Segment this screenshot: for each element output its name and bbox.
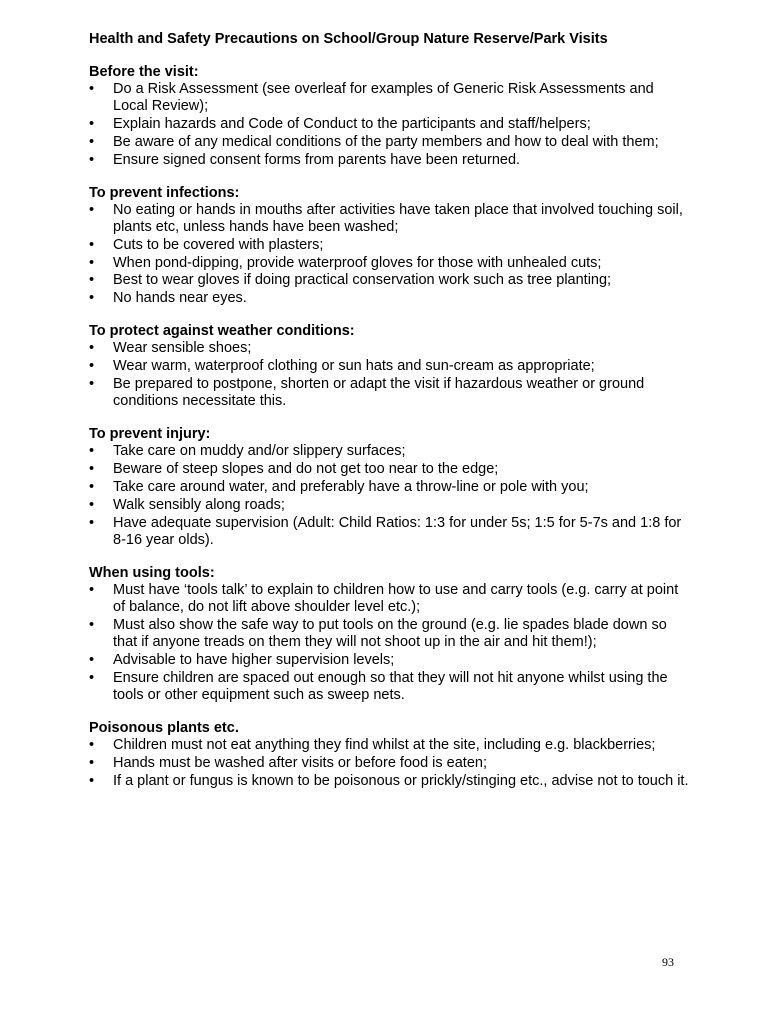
list-item-text: Advisable to have higher supervision levels; xyxy=(113,651,395,668)
list-item-text: Walk sensibly along roads; xyxy=(113,496,285,513)
bullet-icon: • xyxy=(89,737,95,754)
list-item xyxy=(89,773,689,790)
page-title: Health and Safety Precautions on School/Group Nature Reserve/Park Visits xyxy=(89,31,608,47)
bullet-icon: • xyxy=(89,201,95,218)
list-item-text: Ensure children are spaced out enough so that they will not hit anyone whilst using the tools or other equipment such as sweep nets. xyxy=(113,669,668,703)
section-before-visit xyxy=(89,64,689,169)
bullet-icon: • xyxy=(89,151,95,168)
list-item xyxy=(89,290,689,307)
list-item xyxy=(89,81,689,115)
document-page xyxy=(89,31,689,806)
list-item-text: Be prepared to postpone, shorten or adapt the visit if hazardous weather or ground conditions necessitate this. xyxy=(113,375,645,410)
list-item xyxy=(89,755,689,772)
bullet-icon: • xyxy=(89,358,95,375)
list-item-text: Ensure signed consent forms from parents have been returned. xyxy=(113,151,521,168)
list-item-text: No hands near eyes. xyxy=(113,290,247,307)
section-heading: To prevent injury: xyxy=(89,426,211,443)
list-item-text: Have adequate supervision (Adult: Child Ratios: 1:3 for under 5s; 1:5 for 5-7s and 1:8 for 8-16 year olds). xyxy=(113,514,682,548)
bullet-icon: • xyxy=(89,514,95,531)
bullet-list xyxy=(89,340,689,410)
list-item xyxy=(89,443,689,460)
list-item-text: When pond-dipping, provide waterproof gloves for those with unhealed cuts; xyxy=(113,254,602,271)
section-using-tools xyxy=(89,565,689,704)
list-item xyxy=(89,376,689,410)
bullet-icon: • xyxy=(89,669,95,686)
section-heading: To prevent infections: xyxy=(89,184,240,201)
section-heading: Before the visit: xyxy=(89,64,199,80)
list-item xyxy=(89,670,689,704)
bullet-list xyxy=(89,443,689,549)
list-item-text: Children must not eat anything they find whilst at the site, including e.g. blackberries; xyxy=(113,737,656,754)
bullet-icon: • xyxy=(89,272,95,289)
bullet-icon: • xyxy=(89,133,95,150)
bullet-icon: • xyxy=(89,116,95,132)
list-item-text: If a plant or fungus is known to be poisonous or prickly/stinging etc., advise not to touch it. xyxy=(113,772,689,789)
bullet-icon: • xyxy=(89,81,95,97)
bullet-icon: • xyxy=(89,375,95,392)
list-item-text: Cuts to be covered with plasters; xyxy=(113,236,324,253)
bullet-icon: • xyxy=(89,581,95,598)
list-item xyxy=(89,272,689,289)
section-heading: To protect against weather conditions: xyxy=(89,323,355,340)
section-weather-conditions xyxy=(89,323,689,410)
bullet-icon: • xyxy=(89,340,95,357)
list-item xyxy=(89,116,689,133)
bullet-icon: • xyxy=(89,478,95,495)
section-prevent-injury xyxy=(89,426,689,549)
list-item xyxy=(89,237,689,254)
list-item xyxy=(89,255,689,272)
list-item-text: Be aware of any medical conditions of the party members and how to deal with them; xyxy=(113,133,659,150)
bullet-list xyxy=(89,582,689,704)
section-heading: When using tools: xyxy=(89,564,215,581)
bullet-icon: • xyxy=(89,651,95,668)
list-item-text: Best to wear gloves if doing practical conservation work such as tree planting; xyxy=(113,272,612,289)
list-item xyxy=(89,461,689,478)
list-item-text: Beware of steep slopes and do not get too near to the edge; xyxy=(113,461,499,478)
list-item xyxy=(89,340,689,357)
list-item-text: Explain hazards and Code of Conduct to the participants and staff/helpers; xyxy=(113,116,591,132)
bullet-icon: • xyxy=(89,616,95,633)
list-item-text: Wear sensible shoes; xyxy=(113,340,252,357)
bullet-icon: • xyxy=(89,254,95,271)
bullet-icon: • xyxy=(89,772,95,789)
list-item-text: Hands must be washed after visits or before food is eaten; xyxy=(113,754,487,771)
list-item xyxy=(89,515,689,549)
list-item xyxy=(89,582,689,616)
list-item-text: Take care on muddy and/or slippery surfaces; xyxy=(113,443,406,460)
list-item xyxy=(89,652,689,669)
list-item xyxy=(89,152,689,169)
bullet-list xyxy=(89,81,689,169)
list-item xyxy=(89,497,689,514)
bullet-icon: • xyxy=(89,461,95,478)
bullet-list xyxy=(89,737,689,790)
list-item-text: Do a Risk Assessment (see overleaf for examples of Generic Risk Assessments and Local Review); xyxy=(113,81,654,115)
list-item xyxy=(89,479,689,496)
bullet-icon: • xyxy=(89,443,95,460)
bullet-icon: • xyxy=(89,496,95,513)
bullet-icon: • xyxy=(89,754,95,771)
bullet-list xyxy=(89,202,689,308)
bullet-icon: • xyxy=(89,236,95,253)
list-item-text: No eating or hands in mouths after activities have taken place that involved touching soil, plants etc, unless hands have been washed; xyxy=(113,201,683,235)
section-poisonous-plants xyxy=(89,720,689,790)
list-item xyxy=(89,202,689,236)
bullet-icon: • xyxy=(89,290,95,307)
list-item-text: Take care around water, and preferably have a throw-line or pole with you; xyxy=(113,478,589,495)
section-heading: Poisonous plants etc. xyxy=(89,720,239,737)
list-item xyxy=(89,358,689,375)
list-item xyxy=(89,737,689,754)
list-item-text: Must have ‘tools talk’ to explain to children how to use and carry tools (e.g. carry at point of balance, do not lift above shoulder level etc.); xyxy=(113,581,679,616)
list-item xyxy=(89,134,689,151)
page-number: 93 xyxy=(662,955,674,969)
list-item-text: Must also show the safe way to put tools on the ground (e.g. lie spades blade down so that if anyone treads on them they will not shoot up in the air and hit them!); xyxy=(113,616,667,651)
section-prevent-infections xyxy=(89,185,689,308)
list-item-text: Wear warm, waterproof clothing or sun hats and sun-cream as appropriate; xyxy=(113,358,595,375)
list-item xyxy=(89,617,689,651)
